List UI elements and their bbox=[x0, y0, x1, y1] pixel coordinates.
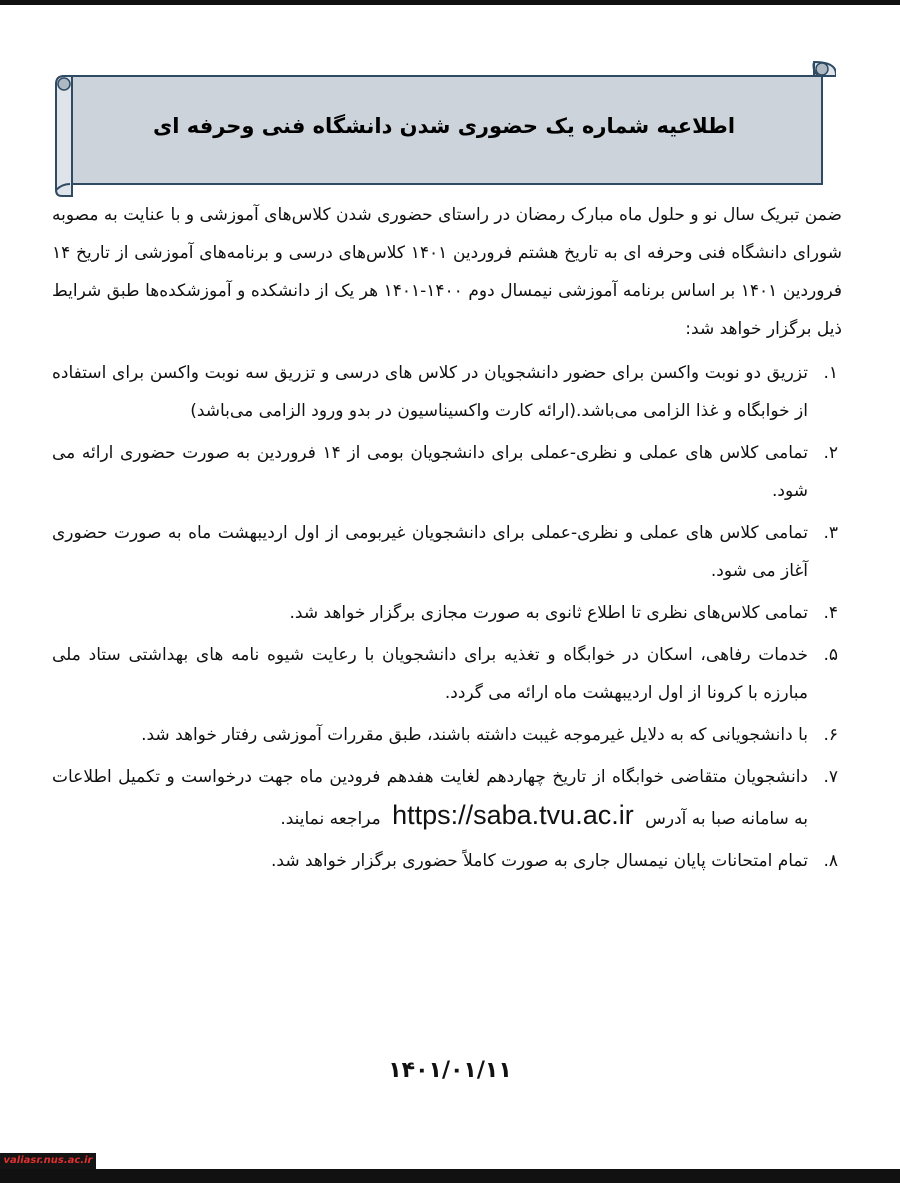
list-item bbox=[52, 716, 842, 754]
item-text: تمامی کلاس های عملی و نظری-عملی برای دانشجویان بومی از ۱۴ فروردین به صورت حضوری ارائه می شود. bbox=[52, 443, 808, 501]
list-item bbox=[52, 514, 842, 590]
item-number: ۲. bbox=[823, 443, 838, 463]
item-number: ۸. bbox=[823, 851, 838, 871]
item-number: ۶. bbox=[823, 725, 838, 745]
conditions-list bbox=[52, 354, 842, 880]
announcement-date: ۱۴۰۱/۰۱/۱۱ bbox=[388, 1058, 512, 1083]
bottom-bar bbox=[0, 1169, 900, 1183]
item-text: خدمات رفاهی، اسکان در خوابگاه و تغذیه برای دانشجویان با رعایت شیوه نامه های بهداشتی ستاد ملی مبارزه با کرونا از اول اردیبهشت ماه ارائه می گردد. bbox=[52, 645, 808, 703]
item-text: با دانشجویانی که به دلایل غیرموجه غیبت داشته باشند، طبق مقررات آموزشی رفتار خواهد شد. bbox=[141, 725, 808, 745]
list-item bbox=[52, 594, 842, 632]
item-number: ۴. bbox=[823, 603, 838, 623]
page-title: اطلاعیه شماره یک حضوری شدن دانشگاه فنی وحرفه ای bbox=[152, 114, 736, 138]
item-number: ۵. bbox=[823, 645, 838, 665]
item-text: تزریق دو نوبت واکسن برای حضور دانشجویان در کلاس های درسی و تزریق سه نوبت واکسن برای استفاده از خوابگاه و غذا الزامی می‌باشد.(ارائه کارت واکسیناسیون در بدو ورود الزامی می‌باشد) bbox=[52, 363, 808, 421]
top-bar bbox=[0, 0, 900, 5]
watermark: valiasr.nus.ac.ir bbox=[0, 1153, 96, 1169]
item-text: تمام امتحانات پایان نیمسال جاری به صورت کاملاً حضوری برگزار خواهد شد. bbox=[271, 851, 808, 871]
list-item bbox=[52, 636, 842, 712]
item-number: ۷. bbox=[823, 767, 838, 787]
item-text: دانشجویان متقاضی خوابگاه از تاریخ چهاردهم لغایت هفدهم فرودین ماه جهت درخواست و تکمیل اطلاعات به سامانه صبا به آدرس bbox=[52, 767, 808, 829]
list-item bbox=[52, 354, 842, 430]
item-text-after: مراجعه نمایند. bbox=[280, 809, 381, 829]
item-text: تمامی کلاس‌های نظری تا اطلاع ثانوی به صورت مجازی برگزار خواهد شد. bbox=[289, 603, 808, 623]
item-number: ۳. bbox=[823, 523, 838, 543]
item-number: ۱. bbox=[823, 363, 838, 383]
title-scroll-banner bbox=[52, 56, 836, 198]
intro-paragraph: ضمن تبریک سال نو و حلول ماه مبارک رمضان در راستای حضوری شدن کلاس‌های آموزشی و با عنایت به مصوبه شورای دانشگاه فنی وحرفه ای به تاریخ هشتم فروردین ۱۴۰۱ کلاس‌های درسی و برنامه‌های آموزشی از تاریخ ۱۴ فروردین ۱۴۰۱ بر اساس برنامه آموزشی نیمسال دوم ۱۴۰۰-۱۴۰۱ هر یک از دانشکده و آموزشکده‌ها طبق شرایط ذیل برگزار خواهد شد: bbox=[52, 205, 842, 339]
saba-url-link[interactable]: https://saba.tvu.ac.ir bbox=[392, 800, 634, 830]
item-text: تمامی کلاس های عملی و نظری-عملی برای دانشجویان غیربومی از اول اردیبهشت ماه به صورت حضوری آغاز می شود. bbox=[52, 523, 808, 581]
list-item bbox=[52, 434, 842, 510]
list-item bbox=[52, 758, 842, 838]
announcement-body bbox=[52, 196, 842, 884]
list-item bbox=[52, 842, 842, 880]
